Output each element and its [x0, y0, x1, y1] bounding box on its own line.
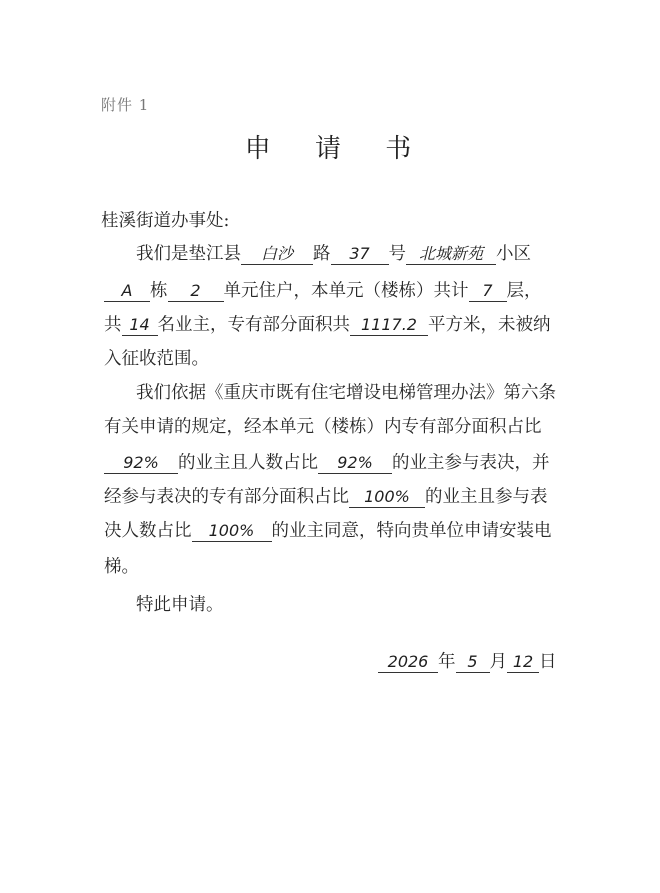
attachment-label: 附件 1 — [101, 96, 150, 114]
p2-line-2: 有关申请的规定，经本单元（楼栋）内专有部分面积占比 — [104, 417, 542, 437]
road-field: 白沙 — [241, 244, 313, 265]
document-title: 申 请 书 — [244, 134, 430, 164]
date — [378, 648, 557, 673]
area-ratio-field: 92% — [104, 453, 178, 474]
voting-area-ratio-field: 100% — [349, 487, 425, 508]
month-field: 5 — [456, 652, 490, 673]
unit-field: 2 — [168, 281, 224, 302]
text: 经参与表决的专有部分面积占比 — [104, 487, 349, 507]
p2-line-4 — [104, 485, 548, 509]
closing-line: 特此申请。 — [136, 595, 224, 615]
area-field: 1117.2 — [350, 315, 428, 336]
number-field: 37 — [331, 244, 389, 265]
voting-owner-ratio-field: 100% — [192, 521, 272, 542]
text: 栋 — [150, 281, 168, 301]
p2-line-6: 梯。 — [104, 557, 139, 577]
owner-ratio-field: 92% — [318, 453, 392, 474]
text: 平方米，未被纳 — [428, 315, 551, 335]
day-field: 12 — [507, 652, 539, 673]
text: 路 — [313, 244, 331, 264]
community-field: 北城新苑 — [406, 244, 496, 265]
month-label: 月 — [489, 652, 507, 672]
year-field: 2026 — [378, 652, 438, 673]
p1-line-2 — [104, 279, 542, 303]
text: 的业主同意，特向贵单位申请安装电 — [271, 521, 552, 541]
building-field: A — [104, 281, 150, 302]
year-label: 年 — [438, 652, 456, 672]
text: 的业主参与表决，并 — [392, 453, 550, 473]
text: 的业主且人数占比 — [178, 453, 318, 473]
p2-line-1: 我们依据《重庆市既有住宅增设电梯管理办法》第六条 — [136, 383, 556, 403]
text: 单元住户，本单元（楼栋）共计 — [223, 281, 469, 301]
day-label: 日 — [539, 652, 557, 672]
p1-line-3 — [104, 313, 551, 337]
text: 决人数占比 — [104, 521, 192, 541]
p1-line-1 — [136, 242, 531, 266]
text: 我们是垫江县 — [136, 244, 241, 264]
text: 小区 — [496, 244, 531, 264]
text: 名业主，专有部分面积共 — [157, 315, 350, 335]
floors-field: 7 — [469, 281, 507, 302]
p1-line-4: 入征收范围。 — [104, 349, 209, 369]
text: 层， — [506, 281, 542, 301]
p2-line-5 — [104, 519, 552, 543]
text: 的业主且参与表 — [425, 487, 548, 507]
text: 号 — [388, 244, 406, 264]
owners-field: 14 — [122, 315, 158, 336]
p2-line-3 — [104, 451, 550, 475]
addressee: 桂溪街道办事处: — [101, 211, 230, 231]
text: 共 — [104, 315, 122, 335]
